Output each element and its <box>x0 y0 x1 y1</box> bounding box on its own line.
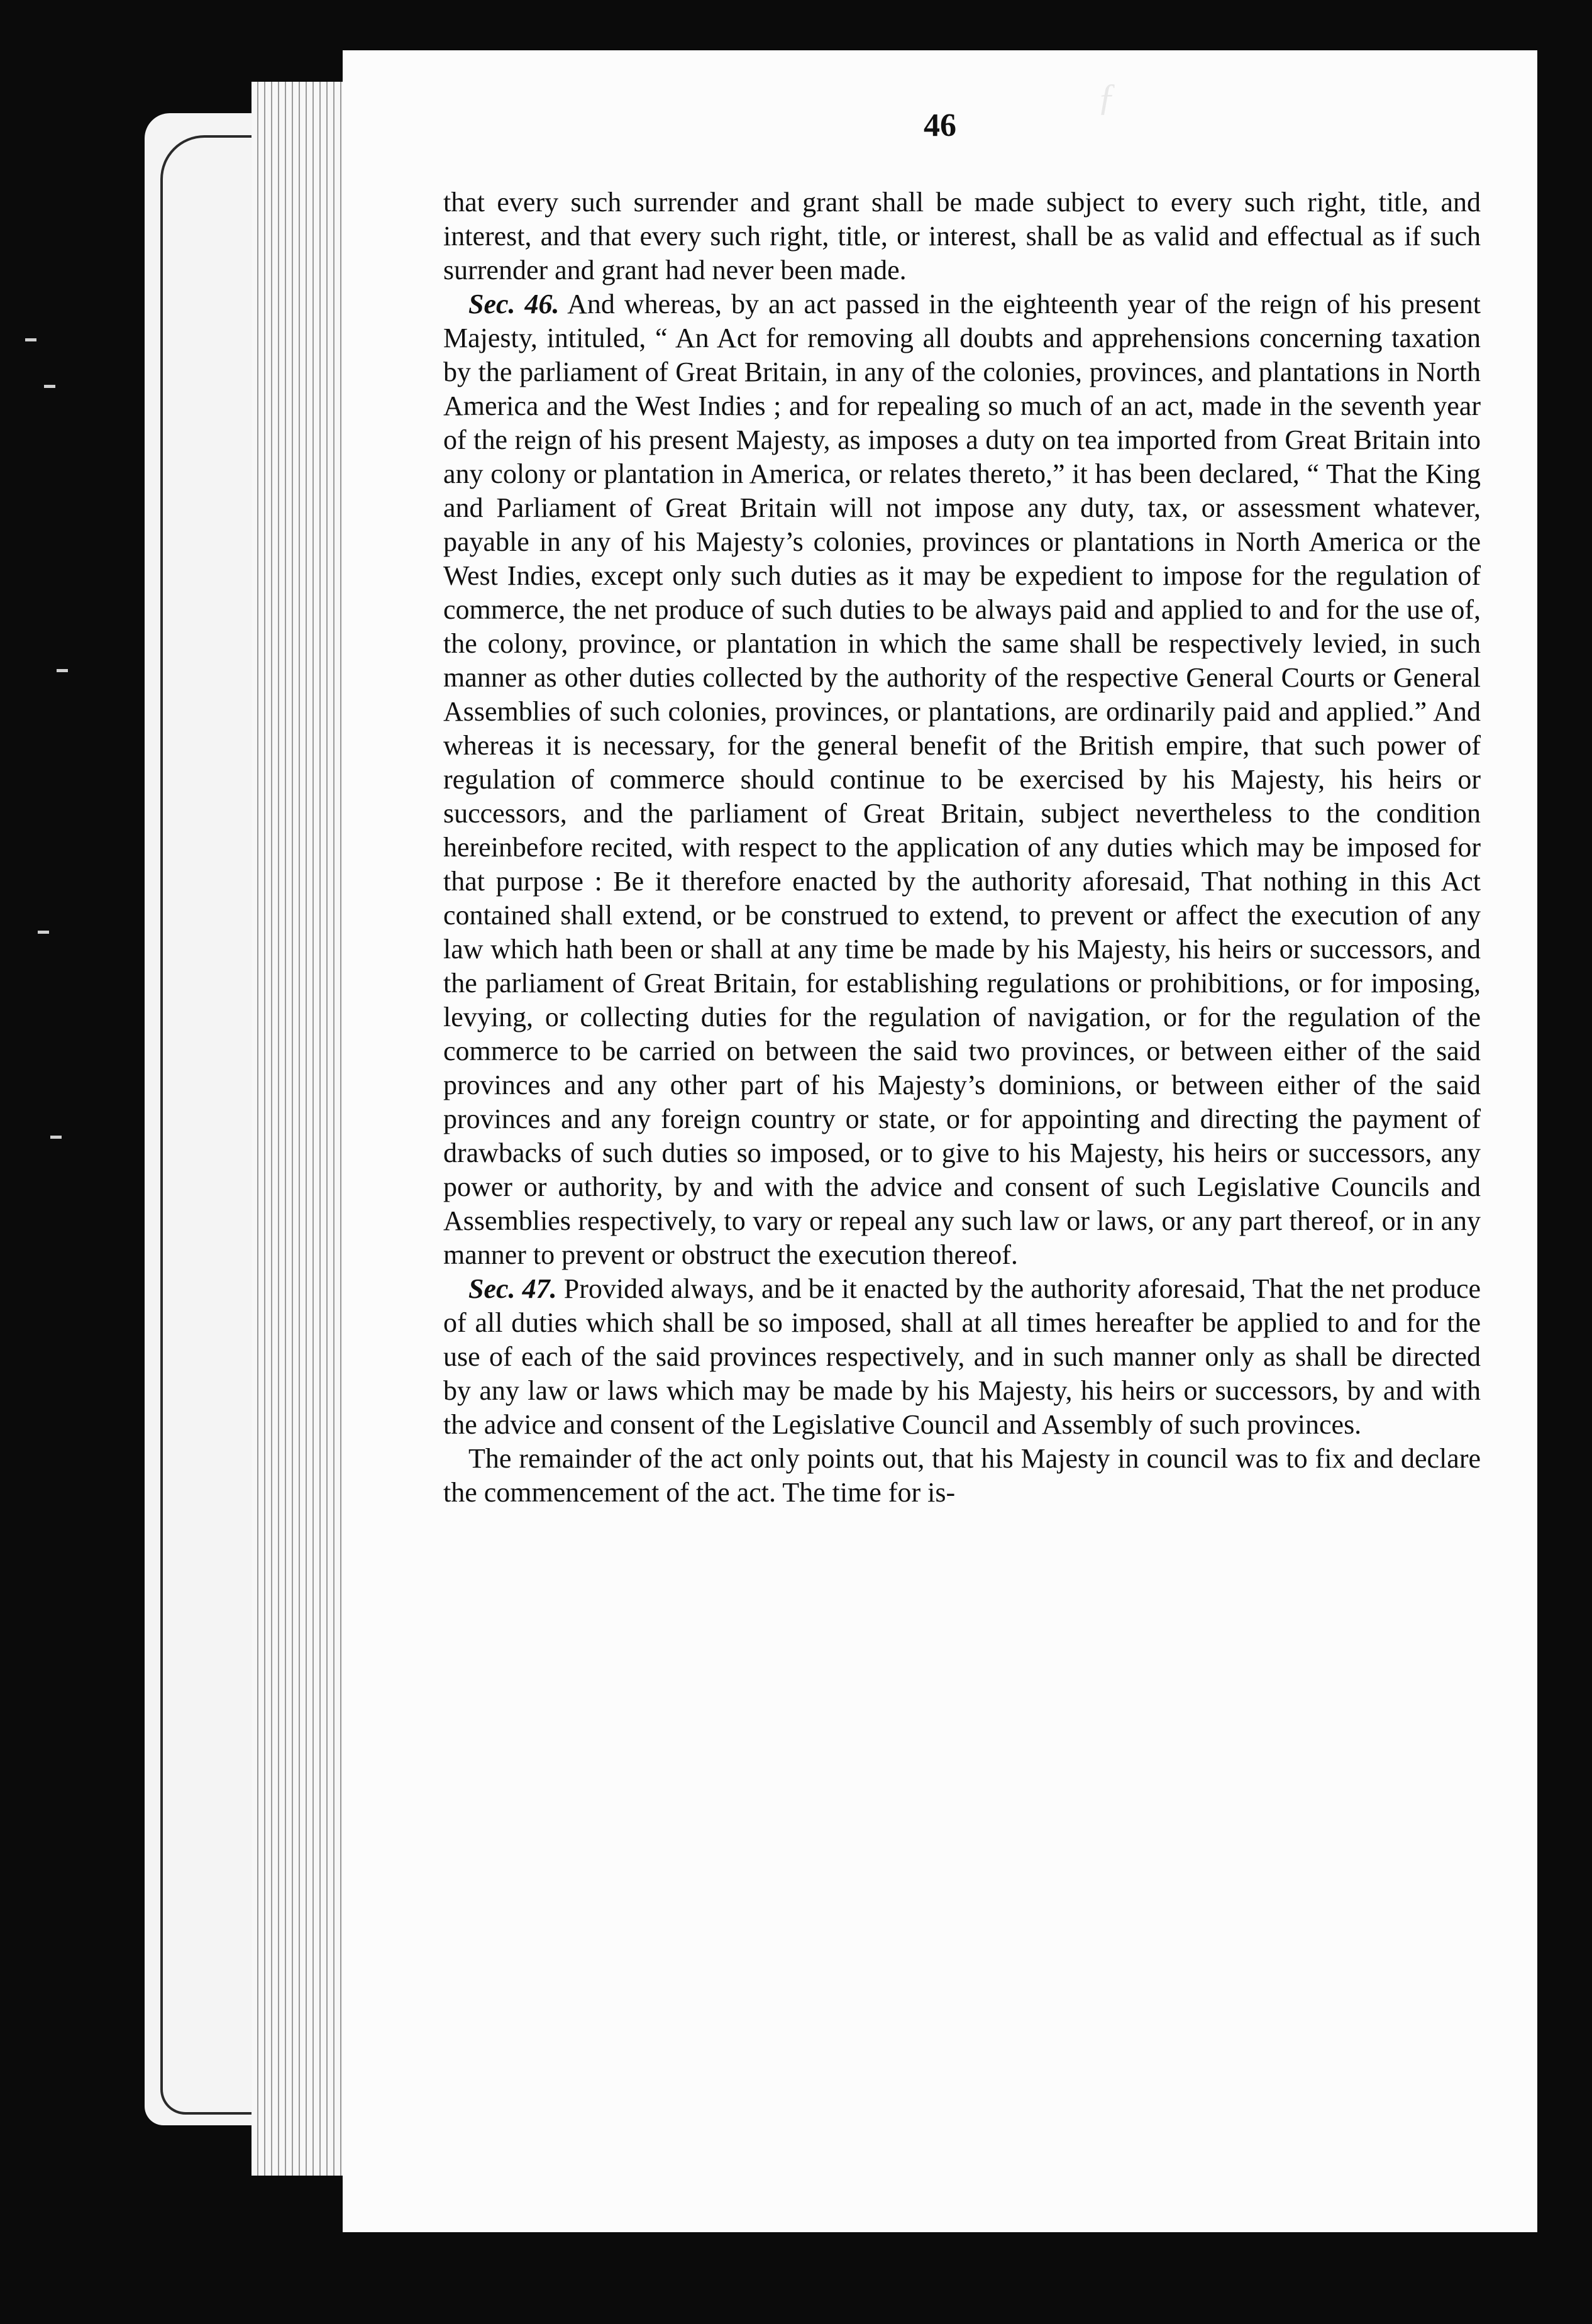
paragraph-continuation <box>443 185 1481 287</box>
body-text <box>443 185 1481 1510</box>
paragraph-text: And whereas, by an act passed in the eighteenth year of the reign of his present Majesty, intituled, “ An Act for removing all doubts and apprehensions concerning taxation by the parliament of Great Britain, in any of the colonies, provinces, and plantations in North America and the West Indies ; and for repealing so much of an act, made in the seventh year of the reign of his present Majesty, as imposes a duty on tea imported from Great Britain into any colony or plantation in America, or relates thereto,” it has been declared, “ That the King and Parliament of Great Britain will not impose any duty, tax, or assessment whatever, payable in any of his Majesty’s colonies, provinces or plantations in North America or the West Indies, except only such duties as it may be expedient to impose for the regulation of commerce, the net produce of such duties to be always paid and applied to and for the use of, the colony, province, or plantation in which the same shall be respectively levied, in such manner as other duties collected by the authority of the respective General Courts or General Assemblies of such colonies, provinces, or plantations, are ordinarily paid and applied.” And whereas it is necessary, for the general benefit of the British empire, that such power of regulation of commerce should continue to be exercised by his Majesty, his heirs or successors, and the parliament of Great Britain, subject nevertheless to the condition hereinbefore recited, with respect to the application of any duties which may be imposed for that purpose : Be it therefore enacted by the authority aforesaid, That nothing in this Act contained shall extend, or be construed to extend, to prevent or affect the execution of any law which hath been or shall at any time be made by his Majesty, his heirs or successors, and the parliament of Great Britain, for establishing regulations or prohibitions, or for imposing, levying, or collecting duties for the regulation of navigation, or for the regulation of the commerce to be carried on between the said two provinces, or between either of the said provinces and any other part of his Majesty’s dominions, or between either of the said provinces and any foreign country or state, or for appointing and directing the payment of drawbacks of such duties so imposed, or to give to his Majesty, his heirs or successors, any power or authority, by and with the advice and consent of such Legislative Councils and Assemblies respectively, to vary or repeal any such law or laws, or any part thereof, or in any manner to prevent or obstruct the execution thereof. <box>443 289 1481 1270</box>
paragraph-sec47 <box>443 1272 1481 1442</box>
paragraph-text: that every such surrender and grant shall be made subject to every such right, title, and interest, and that every such right, title, or interest, shall be as valid and effectual as if such surrender and grant had never been made. <box>443 187 1481 285</box>
margin-tick <box>50 1136 62 1139</box>
margin-tick <box>44 385 55 388</box>
paragraph-remainder <box>443 1442 1481 1510</box>
paragraph-sec46 <box>443 287 1481 1272</box>
document-page <box>343 50 1537 2232</box>
margin-tick <box>57 669 68 672</box>
paragraph-text: The remainder of the act only points out, that his Majesty in council was to fix and declare the commencement of the act. The time for is- <box>443 1443 1481 1508</box>
paragraph-text: Provided always, and be it enacted by the authority aforesaid, That the net produce of all duties which shall be so imposed, shall at all times hereafter be applied to and for the use of each of the said provinces respectively, and in such manner only as shall be directed by any law or laws which may be made by his Majesty, his heirs or successors, by and with the advice and consent of the Legislative Council and Assembly of such provinces. <box>443 1273 1481 1440</box>
margin-mark: ƒ <box>1097 76 1116 118</box>
page-number: 46 <box>924 108 956 143</box>
margin-tick <box>25 338 36 341</box>
margin-tick <box>38 931 49 934</box>
section-label: Sec. 46. <box>468 289 560 319</box>
section-label: Sec. 47. <box>468 1273 557 1304</box>
